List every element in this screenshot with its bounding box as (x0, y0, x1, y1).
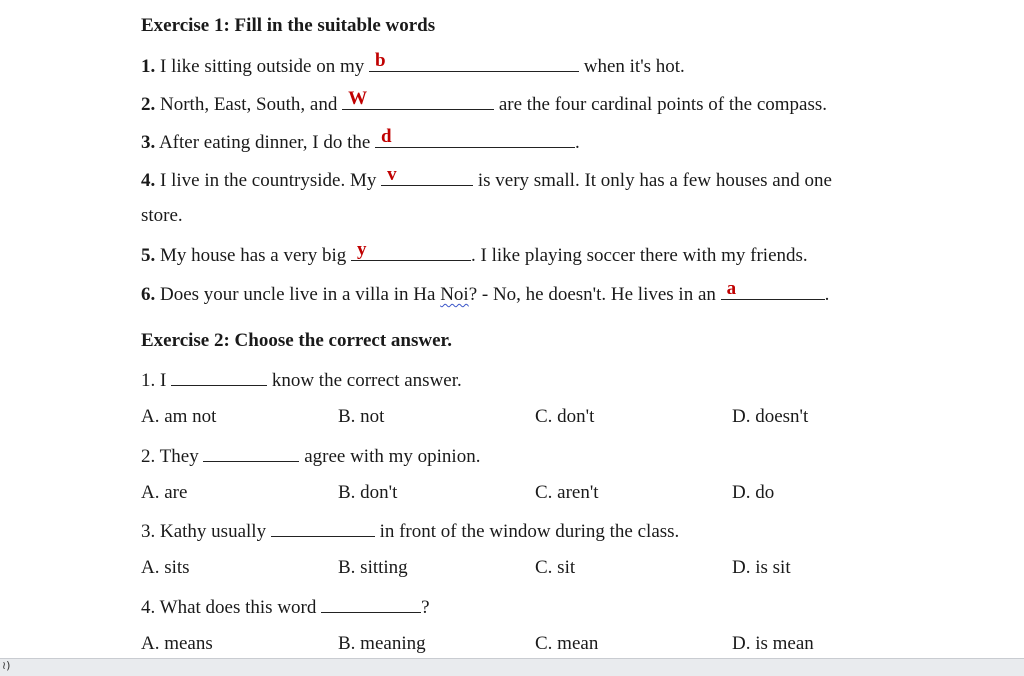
item-text: My house has a very big (155, 245, 352, 266)
exercise2-title: Exercise 2: Choose the correct answer. (141, 330, 452, 351)
item-text: . (575, 132, 580, 153)
item-number: 2. (141, 94, 156, 115)
answer-blank[interactable] (351, 239, 471, 261)
answer-blank[interactable] (375, 126, 575, 148)
option-d[interactable]: D. is mean (732, 633, 814, 654)
answer-blank[interactable] (369, 50, 579, 72)
question-text: 2. They (141, 446, 204, 467)
ex1-item-1 (141, 50, 685, 79)
hint-letter: b (375, 50, 386, 71)
ex1-item-2 (141, 88, 827, 117)
option-a[interactable]: A. am not (141, 406, 217, 427)
option-c[interactable]: C. mean (535, 633, 599, 654)
question-text: in front of the window during the class. (374, 521, 680, 542)
hint-letter: a (726, 278, 737, 299)
question-text: agree with my opinion. (299, 446, 481, 467)
option-b[interactable]: B. don't (338, 482, 398, 503)
option-c[interactable]: C. aren't (535, 482, 599, 503)
item-text: After eating dinner, I do the (155, 132, 376, 153)
answer-blank[interactable] (321, 594, 421, 613)
item-number: 6. (141, 284, 156, 305)
ex1-item-6 (141, 278, 830, 307)
hint-letter: W (348, 88, 368, 109)
ex1-item-5 (141, 239, 808, 268)
speaker-icon[interactable]: ≀) (2, 659, 11, 672)
answer-blank[interactable] (203, 443, 299, 462)
ex2-question-4 (141, 594, 430, 620)
item-text: are the four cardinal points of the compass. (494, 94, 827, 115)
answer-blank[interactable] (171, 367, 267, 386)
ex2-question-1 (141, 367, 462, 393)
option-d[interactable]: D. is sit (732, 557, 791, 578)
item-text: I live in the countryside. My (155, 170, 382, 191)
option-d[interactable]: D. doesn't (732, 406, 809, 427)
item-text: when it's hot. (579, 56, 685, 77)
status-bar (0, 658, 1024, 676)
ex1-item-4-continued: store. (141, 205, 183, 226)
item-text: I like sitting outside on my (155, 56, 369, 77)
item-number: 1. (141, 56, 156, 77)
option-a[interactable]: A. sits (141, 557, 190, 578)
hint-letter: d (381, 126, 392, 147)
ex1-item-4 (141, 164, 832, 193)
answer-blank[interactable] (342, 88, 494, 110)
question-text: 3. Kathy usually (141, 521, 271, 542)
item-text: ? - No, he doesn't. He lives in an (468, 284, 721, 305)
hint-letter: y (357, 239, 367, 260)
item-text: North, East, South, and (155, 94, 343, 115)
item-text: is very small. It only has a few houses and one (473, 170, 832, 191)
item-number: 4. (141, 170, 156, 191)
question-text: 4. What does this word (141, 597, 322, 618)
ex1-item-3 (141, 126, 580, 155)
option-c[interactable]: C. sit (535, 557, 576, 578)
answer-blank[interactable] (721, 278, 825, 300)
item-number: 3. (141, 132, 156, 153)
option-a[interactable]: A. are (141, 482, 188, 503)
exercise1-title: Exercise 1: Fill in the suitable words (141, 15, 436, 36)
answer-blank[interactable] (271, 518, 375, 537)
option-d[interactable]: D. do (732, 482, 775, 503)
ex2-question-3 (141, 518, 679, 544)
question-text: ? (421, 597, 430, 618)
item-text: . (824, 284, 830, 305)
option-b[interactable]: B. sitting (338, 557, 408, 578)
option-b[interactable]: B. not (338, 406, 385, 427)
hint-letter: v (387, 164, 397, 185)
ex2-question-2 (141, 443, 480, 469)
option-b[interactable]: B. meaning (338, 633, 426, 654)
item-text: . I like playing soccer there with my friends. (471, 245, 808, 266)
item-text: Does your uncle live in a villa in Ha (155, 284, 441, 305)
option-a[interactable]: A. means (141, 633, 213, 654)
answer-blank[interactable] (381, 164, 473, 186)
option-c[interactable]: C. don't (535, 406, 595, 427)
question-text: 1. I (141, 370, 172, 391)
question-text: know the correct answer. (267, 370, 462, 391)
item-number: 5. (141, 245, 156, 266)
spellcheck-word[interactable]: Noi (440, 284, 469, 305)
